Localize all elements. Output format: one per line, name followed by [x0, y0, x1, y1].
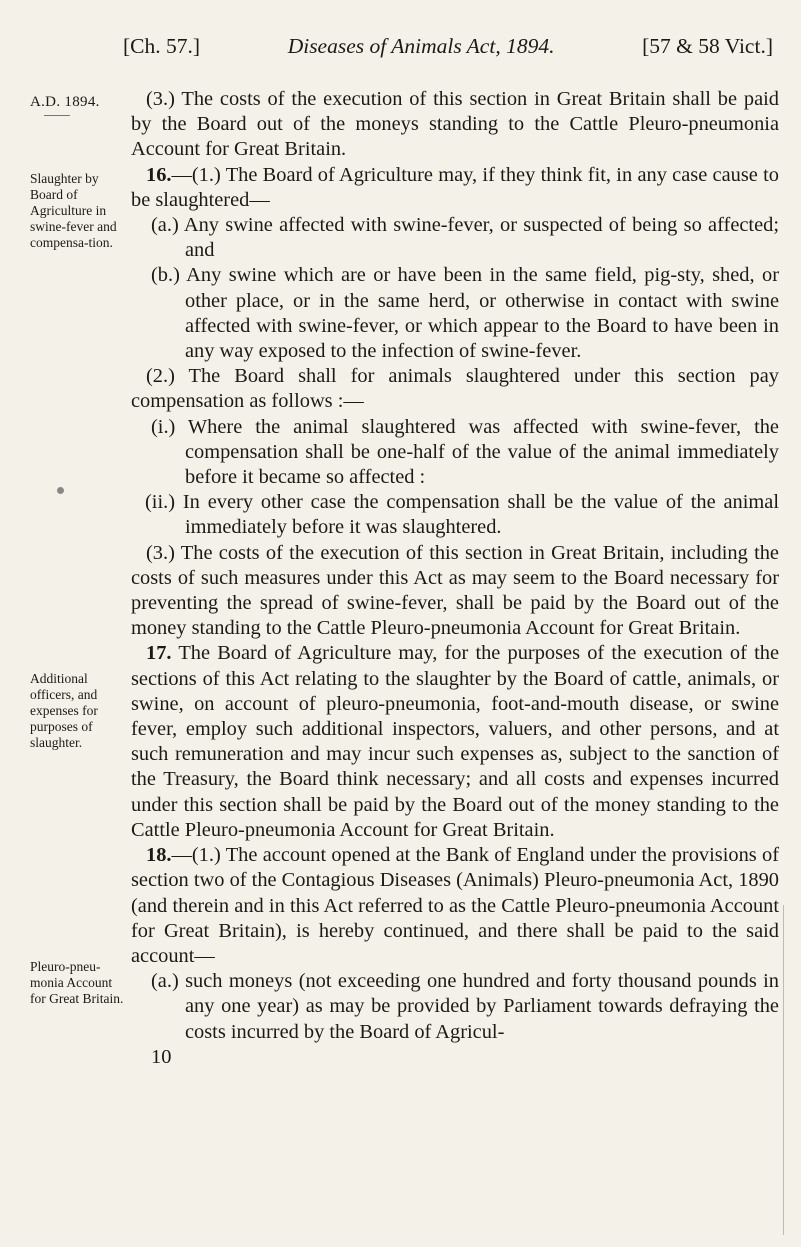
section-16-subsection-2: (2.) The Board shall for animals slaughtered under this section pay compensation as follows :— — [131, 365, 779, 413]
section-17-text: The Board of Agriculture may, for the purposes of the execution of the sections of this Act relating to the slaughter by the Board of cattle, animals, or swine, on account of pleuro-pneumonia, foot-and-mouth disease, or swine fever, employ such additional inspectors, valuers, and other persons, and at such remuneration and may incur such expenses as, subject to the sanction of the Treasury, the Board think necessary; and all costs and expenses incurred under this section shall be paid by the Board out of the money standing to the Cattle Pleuro-pneumonia Account for Great Britain. — [131, 642, 779, 841]
section-16-item-i: (i.) Where the animal slaughtered was affected with swine-fever, the compensation shall be one-half of the value of the animal immediately before it became so affected : — [151, 415, 779, 489]
marginal-note-section-16: Slaughter by Board of Agriculture in swine-fever and compensa-tion. — [30, 171, 117, 250]
margin-year: A.D. 1894. — [30, 94, 100, 110]
chapter-ref: [Ch. 57.] — [123, 34, 201, 58]
subsection-3-previous: (3.) The costs of the execution of this section in Great Britain shall be paid by the Board out of the moneys standing to the Cattle Pleuro-pneumonia Account for Great Britain. — [131, 88, 779, 161]
margin-divider — [44, 115, 70, 116]
section-17-number: 17. — [146, 642, 172, 665]
page-folio: 10 — [151, 1045, 172, 1068]
section-18-text: —(1.) The account opened at the Bank of England under the provisions of section two of the Contagious Diseases (Animals) Pleuro-pneumonia Act, 1890 (and therein and in this Act referred to as the Cattle Pleuro-pneumonia Account for Great Britain), is hereby continued, and there shall be paid to the said account— — [131, 844, 779, 967]
marginal-note-section-17: Additional officers, and expenses for purposes of slaughter. — [30, 671, 98, 750]
section-16-para-b: (b.) Any swine which are or have been in the same field, pig-sty, shed, or other place, or in the same herd, or otherwise in contact with swine affected with swine-fever, or which appear to the Board to have been in any way exposed to the infection of swine-fever. — [151, 264, 779, 363]
section-16-subsection-1 — [131, 163, 779, 213]
section-18-para-a: (a.) such moneys (not exceeding one hundred and forty thousand pounds in any one year) as may be provided by Parliament towards defraying the costs incurred by the Board of Agricul- — [151, 970, 779, 1043]
section-16-para-a: (a.) Any swine affected with swine-fever, or suspected of being so affected; and — [151, 214, 779, 262]
ink-speck — [57, 487, 64, 494]
section-17 — [131, 641, 779, 843]
section-16-subsection-3: (3.) The costs of the execution of this section in Great Britain, including the costs of such measures under this Act as may seem to the Board necessary for preventing the spread of swine-fever, shall be paid by the Board out of the money standing to the Cattle Pleuro-pneumonia Account for Great Britain. — [131, 541, 779, 640]
marginal-note-section-18: Pleuro-pneu-monia Account for Great Britain. — [30, 959, 124, 1006]
section-16-text: —(1.) The Board of Agriculture may, if they think fit, in any case cause to be slaughtered— — [131, 163, 779, 211]
section-18-number: 18. — [146, 844, 172, 867]
regnal-year: [57 & 58 Vict.] — [642, 34, 773, 58]
section-16-item-ii: (ii.) In every other case the compensation shall be the value of the animal immediately before it was slaughtered. — [145, 491, 779, 539]
act-body — [131, 87, 779, 1070]
section-18-subsection-1 — [131, 843, 779, 969]
running-header — [123, 34, 773, 59]
page-edge-line — [783, 905, 784, 1235]
section-16-number: 16. — [146, 163, 172, 186]
act-title: Diseases of Animals Act, 1894. — [287, 34, 555, 58]
